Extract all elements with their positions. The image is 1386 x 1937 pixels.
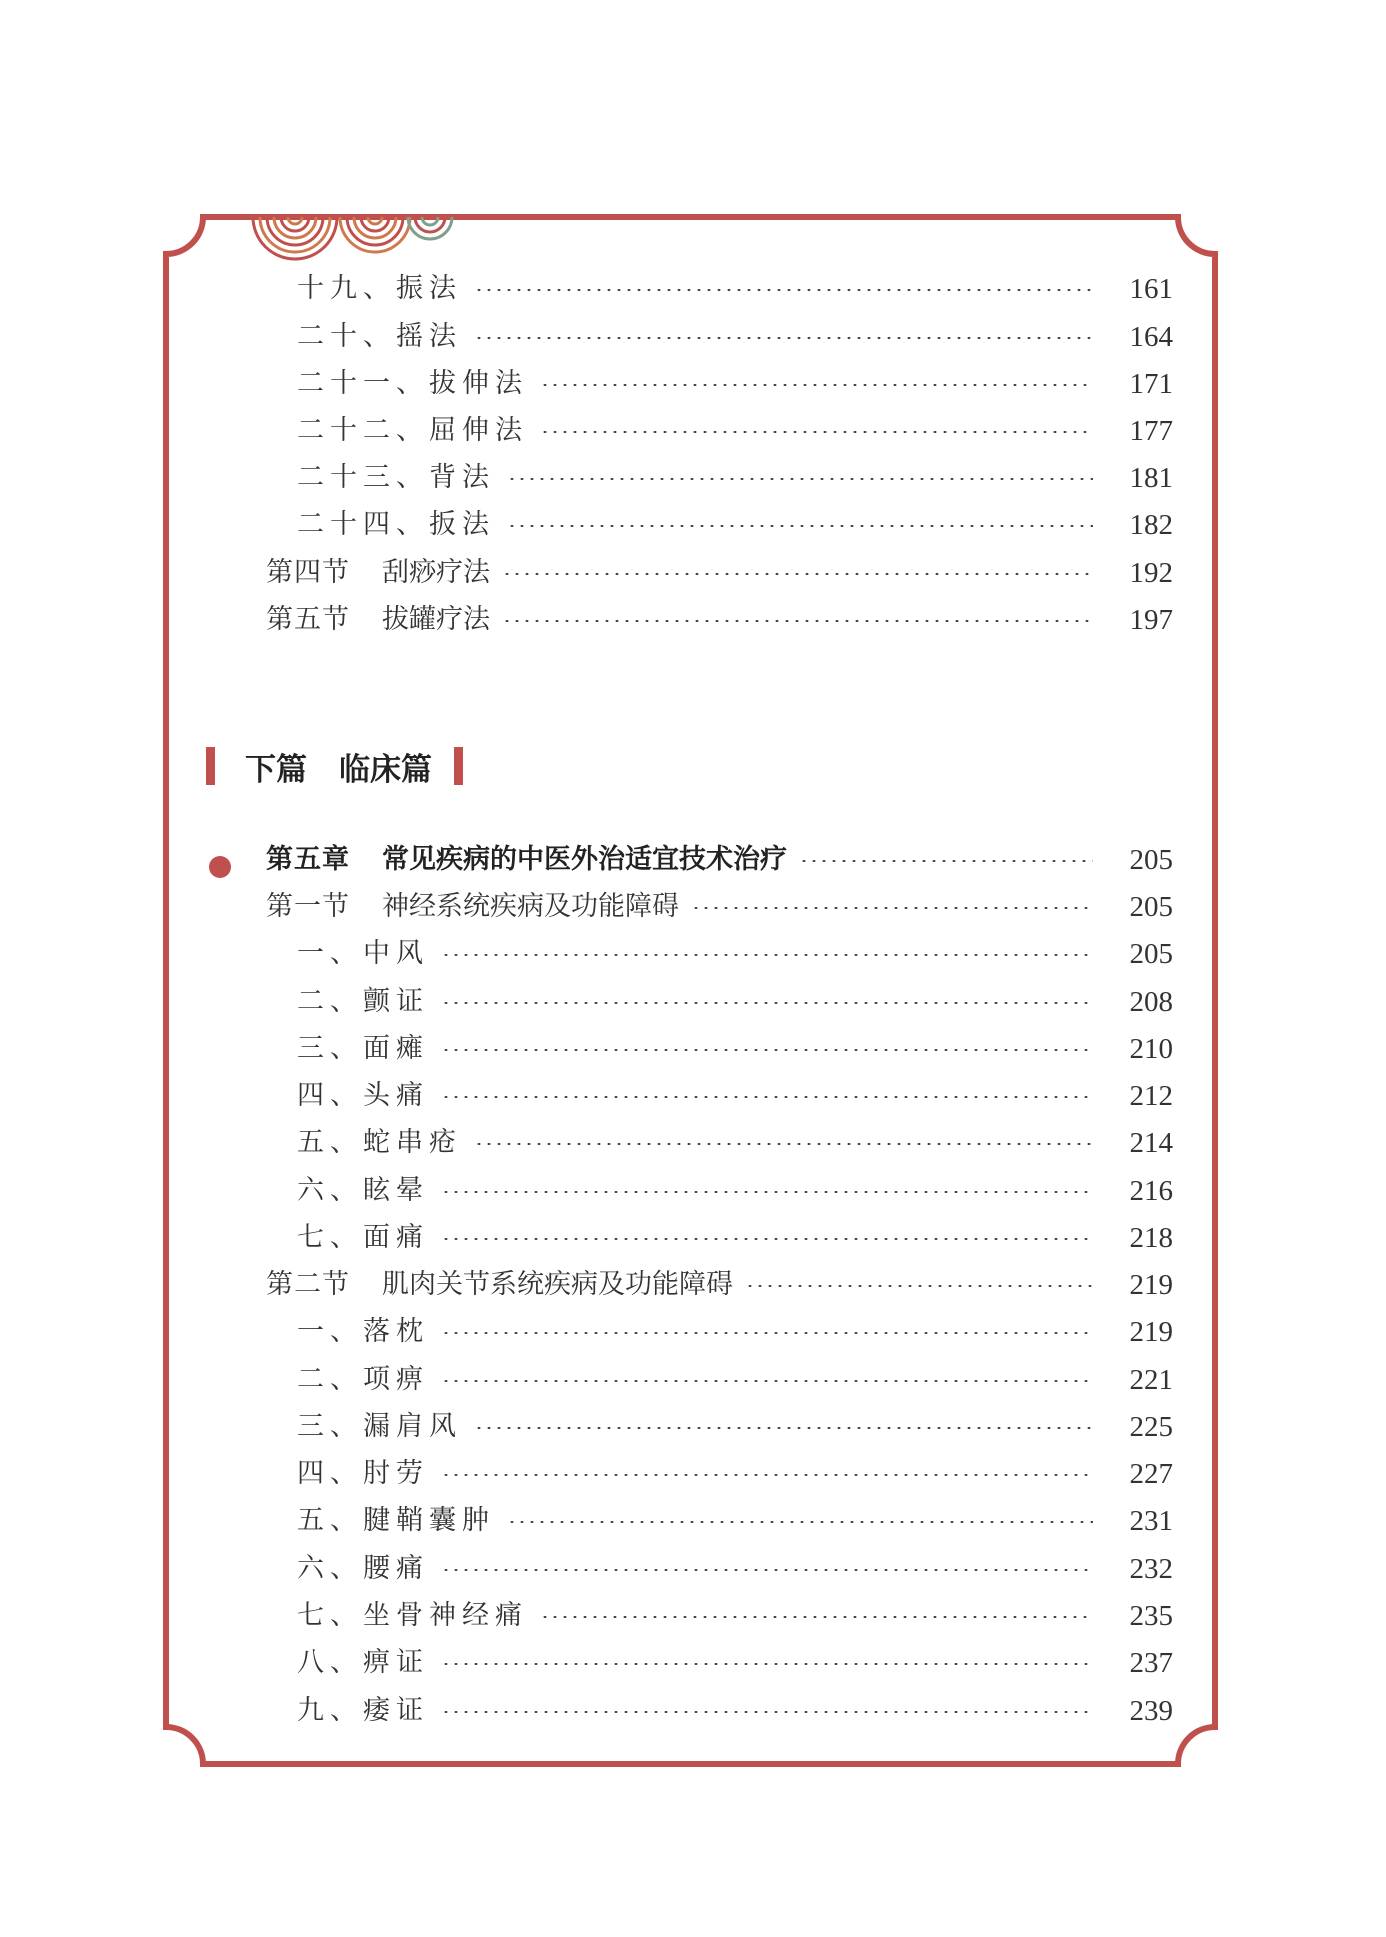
page-number: 205 bbox=[1129, 891, 1173, 923]
toc-entry[interactable] bbox=[0, 1268, 1386, 1302]
toc-entry-label bbox=[297, 1174, 429, 1208]
toc-entry-title: 拔罐疗法 bbox=[382, 604, 490, 635]
toc-entry[interactable] bbox=[0, 1221, 1386, 1255]
dot-leader bbox=[441, 1474, 1093, 1476]
page-number: 171 bbox=[1129, 368, 1173, 400]
dot-leader bbox=[474, 337, 1093, 339]
page-number: 216 bbox=[1129, 1175, 1173, 1207]
toc-entry-title: 二、项痹 bbox=[297, 1364, 429, 1395]
toc-entry-title: 九、痿证 bbox=[297, 1695, 429, 1726]
dot-leader bbox=[745, 1285, 1093, 1287]
toc-entry-title: 六、眩晕 bbox=[297, 1175, 429, 1206]
toc-entry[interactable] bbox=[0, 1410, 1386, 1444]
toc-entry[interactable] bbox=[0, 1126, 1386, 1160]
page-number: 164 bbox=[1129, 321, 1173, 353]
page-number: 212 bbox=[1129, 1080, 1173, 1112]
page-number: 227 bbox=[1129, 1458, 1173, 1490]
toc-entry-title: 十九、振法 bbox=[297, 273, 462, 304]
toc-entry[interactable] bbox=[0, 461, 1386, 495]
page-number: 208 bbox=[1129, 986, 1173, 1018]
toc-entry[interactable] bbox=[0, 508, 1386, 542]
page-number: 205 bbox=[1129, 938, 1173, 970]
toc-entry-label bbox=[266, 843, 787, 877]
toc-entry-label bbox=[297, 461, 495, 495]
toc-entry[interactable] bbox=[0, 414, 1386, 448]
dot-leader bbox=[502, 573, 1093, 575]
section-number: 第二节 bbox=[266, 1269, 350, 1300]
toc-entry-title: 刮痧疗法 bbox=[382, 557, 490, 588]
toc-entry[interactable] bbox=[0, 1174, 1386, 1208]
page-number: 232 bbox=[1129, 1553, 1173, 1585]
toc-entry-title: 神经系统疾病及功能障碍 bbox=[382, 891, 679, 922]
dot-leader bbox=[441, 1191, 1093, 1193]
toc-entry-title: 七、面痛 bbox=[297, 1222, 429, 1253]
toc-entry[interactable] bbox=[0, 843, 1386, 877]
heading-bar-right bbox=[454, 747, 463, 785]
toc-entry-title: 五、腱鞘囊肿 bbox=[297, 1505, 495, 1536]
dot-leader bbox=[507, 478, 1093, 480]
toc-entry[interactable] bbox=[0, 1694, 1386, 1728]
toc-entry-title: 二十四、扳法 bbox=[297, 509, 495, 540]
toc-entry-label bbox=[266, 890, 679, 924]
toc-entry[interactable] bbox=[0, 1457, 1386, 1491]
toc-entry-title: 二十、摇法 bbox=[297, 321, 462, 352]
toc-entry[interactable] bbox=[0, 1315, 1386, 1349]
toc-entry-label bbox=[297, 1079, 429, 1113]
dot-leader bbox=[441, 1380, 1093, 1382]
toc-entry-label bbox=[297, 1552, 429, 1586]
page-number: 239 bbox=[1129, 1695, 1173, 1727]
toc-entry-label bbox=[297, 320, 462, 354]
toc-entry-label bbox=[297, 414, 528, 448]
dot-leader bbox=[474, 1427, 1093, 1429]
dot-leader bbox=[507, 1521, 1093, 1523]
page-number: 219 bbox=[1129, 1269, 1173, 1301]
toc-entry[interactable] bbox=[0, 1552, 1386, 1586]
toc-entry[interactable] bbox=[0, 1504, 1386, 1538]
dot-leader bbox=[441, 1238, 1093, 1240]
dot-leader bbox=[540, 1616, 1093, 1618]
heading-bar-left bbox=[206, 747, 215, 785]
part-label: 下篇 bbox=[245, 751, 307, 788]
dot-leader bbox=[441, 1049, 1093, 1051]
chapter-number: 第五章 bbox=[266, 844, 350, 875]
toc-entry[interactable] bbox=[0, 320, 1386, 354]
toc-entry-title: 五、蛇串疮 bbox=[297, 1127, 462, 1158]
toc-entry-title: 四、头痛 bbox=[297, 1080, 429, 1111]
toc-entry-title: 八、痹证 bbox=[297, 1647, 429, 1678]
toc-entry-label bbox=[297, 1032, 429, 1066]
toc-entry-title: 二、颤证 bbox=[297, 986, 429, 1017]
toc-entry-label bbox=[297, 1646, 429, 1680]
page-number: 221 bbox=[1129, 1364, 1173, 1396]
page-number: 181 bbox=[1129, 462, 1173, 494]
dot-leader bbox=[799, 860, 1093, 862]
toc-entry-label bbox=[266, 556, 490, 590]
toc-entry-label bbox=[297, 1599, 528, 1633]
section-number: 第一节 bbox=[266, 891, 350, 922]
toc-entry-label bbox=[297, 937, 429, 971]
section-number: 第五节 bbox=[266, 604, 350, 635]
page-number: 205 bbox=[1129, 844, 1173, 876]
toc-entry-label bbox=[297, 367, 528, 401]
page-number: 177 bbox=[1129, 415, 1173, 447]
toc-entry-title: 三、面瘫 bbox=[297, 1033, 429, 1064]
toc-entry-title: 常见疾病的中医外治适宜技术治疗 bbox=[382, 844, 787, 875]
toc-entry[interactable] bbox=[0, 1599, 1386, 1633]
toc-entry-label bbox=[297, 1694, 429, 1728]
dot-leader bbox=[441, 1663, 1093, 1665]
toc-entry-label bbox=[297, 985, 429, 1019]
toc-entry[interactable] bbox=[0, 1032, 1386, 1066]
page-number: 219 bbox=[1129, 1316, 1173, 1348]
page-number: 235 bbox=[1129, 1600, 1173, 1632]
toc-entry-title: 一、落枕 bbox=[297, 1316, 429, 1347]
toc-entry[interactable] bbox=[0, 1363, 1386, 1397]
page-number: 182 bbox=[1129, 509, 1173, 541]
page-number: 192 bbox=[1129, 557, 1173, 589]
page-number: 210 bbox=[1129, 1033, 1173, 1065]
dot-leader bbox=[474, 1143, 1093, 1145]
part-title: 临床篇 bbox=[339, 751, 432, 788]
toc-entry[interactable] bbox=[0, 1646, 1386, 1680]
page-number: 237 bbox=[1129, 1647, 1173, 1679]
dot-leader bbox=[441, 1711, 1093, 1713]
dot-leader bbox=[441, 1096, 1093, 1098]
dot-leader bbox=[441, 954, 1093, 956]
toc-entry-label bbox=[297, 1504, 495, 1538]
toc-entry[interactable] bbox=[0, 890, 1386, 924]
toc-entry-label bbox=[297, 1363, 429, 1397]
toc-entry-title: 一、中风 bbox=[297, 938, 429, 969]
page-number: 197 bbox=[1129, 604, 1173, 636]
toc-entry-label bbox=[297, 272, 462, 306]
toc-entry[interactable] bbox=[0, 1079, 1386, 1113]
toc-entry-title: 四、肘劳 bbox=[297, 1458, 429, 1489]
dot-leader bbox=[507, 525, 1093, 527]
dot-leader bbox=[441, 1002, 1093, 1004]
dot-leader bbox=[441, 1332, 1093, 1334]
toc-entry[interactable] bbox=[0, 367, 1386, 401]
dot-leader bbox=[502, 620, 1093, 622]
toc-entry[interactable] bbox=[0, 272, 1386, 306]
page-number: 231 bbox=[1129, 1505, 1173, 1537]
toc-entry-title: 七、坐骨神经痛 bbox=[297, 1600, 528, 1631]
toc-entry-label bbox=[266, 1268, 733, 1302]
page-number: 214 bbox=[1129, 1127, 1173, 1159]
toc-entry-label bbox=[297, 1126, 462, 1160]
toc-entry[interactable] bbox=[0, 937, 1386, 971]
dot-leader bbox=[474, 289, 1093, 291]
toc-entry[interactable] bbox=[0, 556, 1386, 590]
toc-entry-title: 六、腰痛 bbox=[297, 1553, 429, 1584]
section-number: 第四节 bbox=[266, 557, 350, 588]
toc-entry-label bbox=[297, 1410, 462, 1444]
toc-entry-label bbox=[297, 508, 495, 542]
toc-entry-title: 三、漏肩风 bbox=[297, 1411, 462, 1442]
toc-entry-label bbox=[266, 603, 490, 637]
dot-leader bbox=[540, 431, 1093, 433]
toc-entry-label bbox=[297, 1315, 429, 1349]
toc-entry[interactable] bbox=[0, 603, 1386, 637]
toc-entry-title: 肌肉关节系统疾病及功能障碍 bbox=[382, 1269, 733, 1300]
dot-leader bbox=[441, 1569, 1093, 1571]
toc-entry[interactable] bbox=[0, 985, 1386, 1019]
toc-entry-title: 二十三、背法 bbox=[297, 462, 495, 493]
part-heading bbox=[206, 745, 463, 787]
toc-entry-label bbox=[297, 1457, 429, 1491]
page-number: 161 bbox=[1129, 273, 1173, 305]
toc-entry-label bbox=[297, 1221, 429, 1255]
page-number: 225 bbox=[1129, 1411, 1173, 1443]
toc-entry-title: 二十二、屈伸法 bbox=[297, 415, 528, 446]
dot-leader bbox=[540, 384, 1093, 386]
toc-entry-title: 二十一、拔伸法 bbox=[297, 368, 528, 399]
page-number: 218 bbox=[1129, 1222, 1173, 1254]
dot-leader bbox=[691, 907, 1093, 909]
